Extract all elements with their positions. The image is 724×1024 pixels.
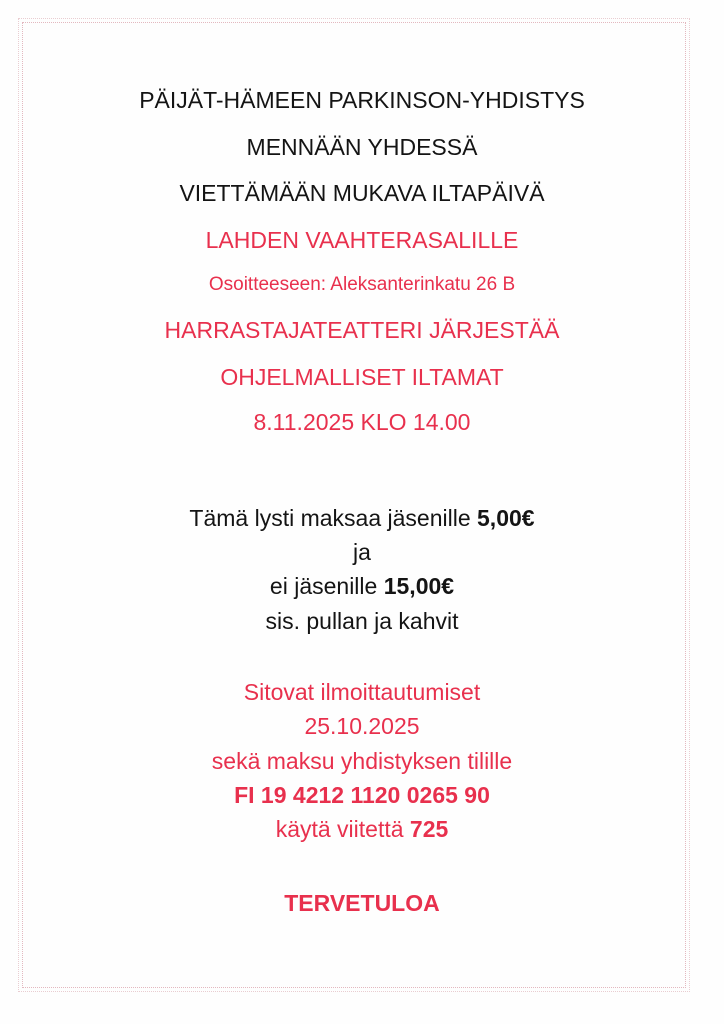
event-datetime: 8.11.2025 KLO 14.00 xyxy=(253,409,471,435)
heading-line-2: MENNÄÄN YHDESSÄ xyxy=(246,134,478,160)
reference-line xyxy=(0,818,724,841)
reference-number: 725 xyxy=(409,816,449,842)
organizer-line: HARRASTAJATEATTERI JÄRJESTÄÄ xyxy=(164,317,560,343)
registration-deadline: 25.10.2025 xyxy=(304,713,420,739)
nonmembers-price-value: 15,00€ xyxy=(383,573,455,599)
members-price-text: Tämä lysti maksaa jäsenille xyxy=(189,505,478,531)
payment-line: sekä maksu yhdistyksen tilille xyxy=(211,748,513,774)
heading-line-3: VIETTÄMÄÄN MUKAVA ILTAPÄIVÄ xyxy=(179,180,545,206)
reference-text: käytä viitettä xyxy=(275,816,410,842)
registration-line: Sitovat ilmoittautumiset xyxy=(243,679,481,705)
venue-name: LAHDEN VAAHTERASALILLE xyxy=(205,227,519,253)
members-price-value: 5,00€ xyxy=(477,505,535,531)
bank-account-number: FI 19 4212 1120 0265 90 xyxy=(234,782,490,808)
organization-title: PÄIJÄT-HÄMEEN PARKINSON-YHDISTYS xyxy=(139,87,585,113)
members-price-line xyxy=(0,507,724,530)
nonmembers-price-line xyxy=(0,575,724,598)
venue-address: Osoitteeseen: Aleksanterinkatu 26 B xyxy=(208,274,516,295)
closing-welcome: TERVETULOA xyxy=(284,890,440,916)
price-conjunction: ja xyxy=(353,539,371,565)
price-includes: sis. pullan ja kahvit xyxy=(265,608,459,634)
nonmembers-price-text: ei jäsenille xyxy=(269,573,384,599)
event-title: OHJELMALLISET ILTAMAT xyxy=(220,364,504,390)
